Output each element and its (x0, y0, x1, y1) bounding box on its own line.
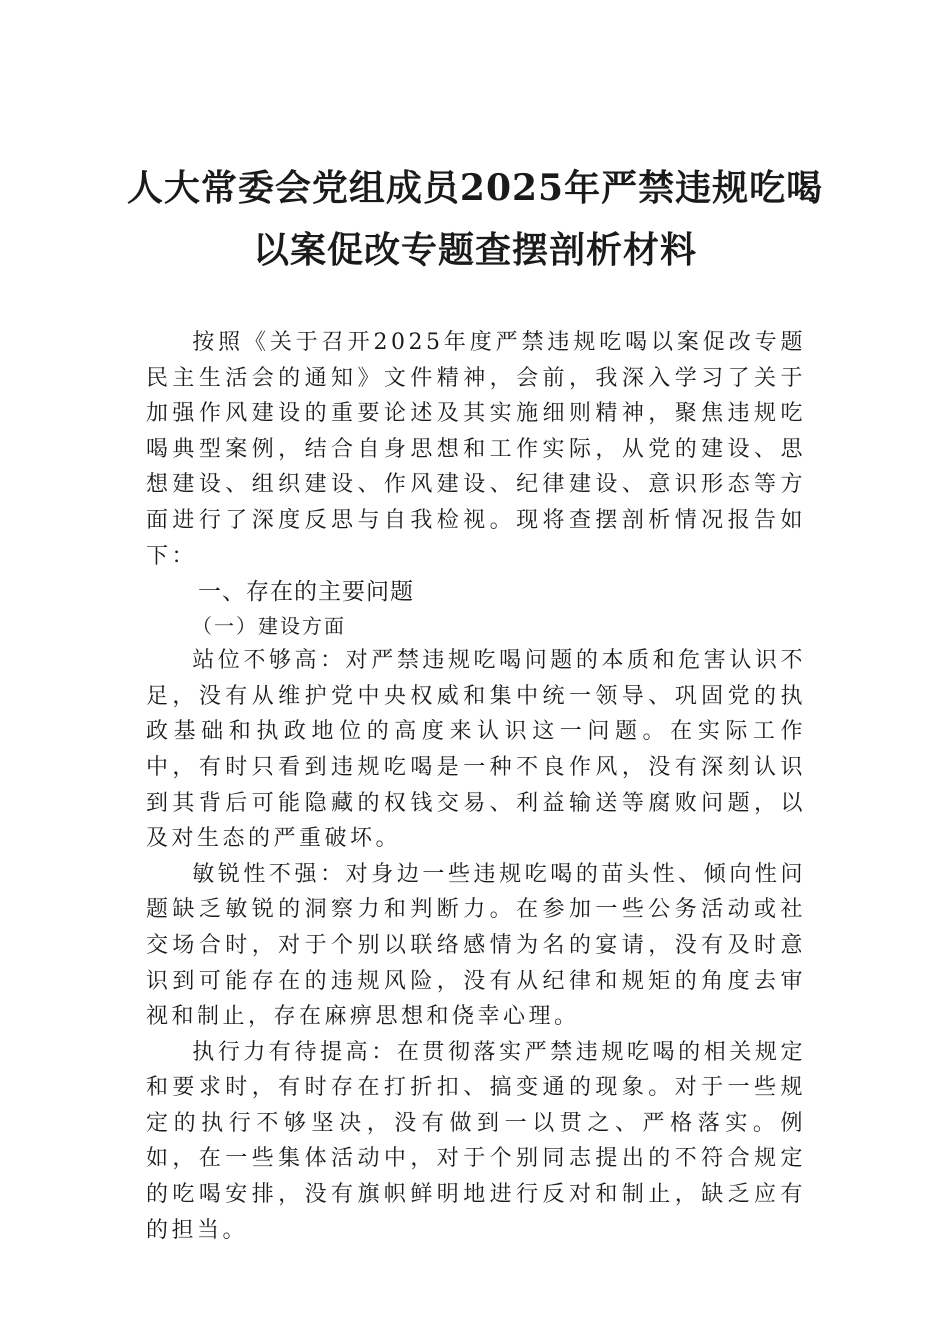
body-paragraph: 敏锐性不强：对身边一些违规吃喝的苗头性、倾向性问题缺乏敏锐的洞察力和判断力。在参加一些公务活动或社交场合时，对于个别以联络感情为名的宴请，没有及时意识到可能存在的违规风险，没有从纪律和规矩的角度去审视和制止，存在麻痹思想和侥幸心理。 (146, 861, 806, 1030)
document-title (120, 160, 830, 278)
document-body (146, 325, 806, 1248)
subsection-heading: （一）建设方面 (192, 614, 346, 639)
body-paragraph: 站位不够高：对严禁违规吃喝问题的本质和危害认识不足，没有从维护党中央权威和集中统一领导、巩固党的执政基础和执政地位的高度来认识这一问题。在实际工作中，有时只看到违规吃喝是一种不良作风，没有深刻认识到其背后可能隐藏的权钱交易、利益输送等腐败问题，以及对生态的严重破坏。 (146, 648, 806, 852)
section-heading: 一、存在的主要问题 (198, 579, 414, 606)
title-line-2: 以案促改专题查摆剖析材料 (252, 229, 697, 271)
title-line-1: 人大常委会党组成员2025年严禁违规吃喝 (126, 167, 824, 209)
intro-paragraph: 按照《关于召开2025年度严禁违规吃喝以案促改专题民主生活会的通知》文件精神，会前，我深入学习了关于加强作风建设的重要论述及其实施细则精神，聚焦违规吃喝典型案例，结合自身思想和工作实际，从党的建设、思想建设、组织建设、作风建设、纪律建设、意识形态等方面进行了深度反思与自我检视。现将查摆剖析情况报告如下： (146, 330, 806, 569)
body-paragraph: 执行力有待提高：在贯彻落实严禁违规吃喝的相关规定和要求时，有时存在打折扣、搞变通的现象。对于一些规定的执行不够坚决，没有做到一以贯之、严格落实。例如，在一些集体活动中，对于个别同志提出的不符合规定的吃喝安排，没有旗帜鲜明地进行反对和制止，缺乏应有的担当。 (146, 1039, 806, 1243)
